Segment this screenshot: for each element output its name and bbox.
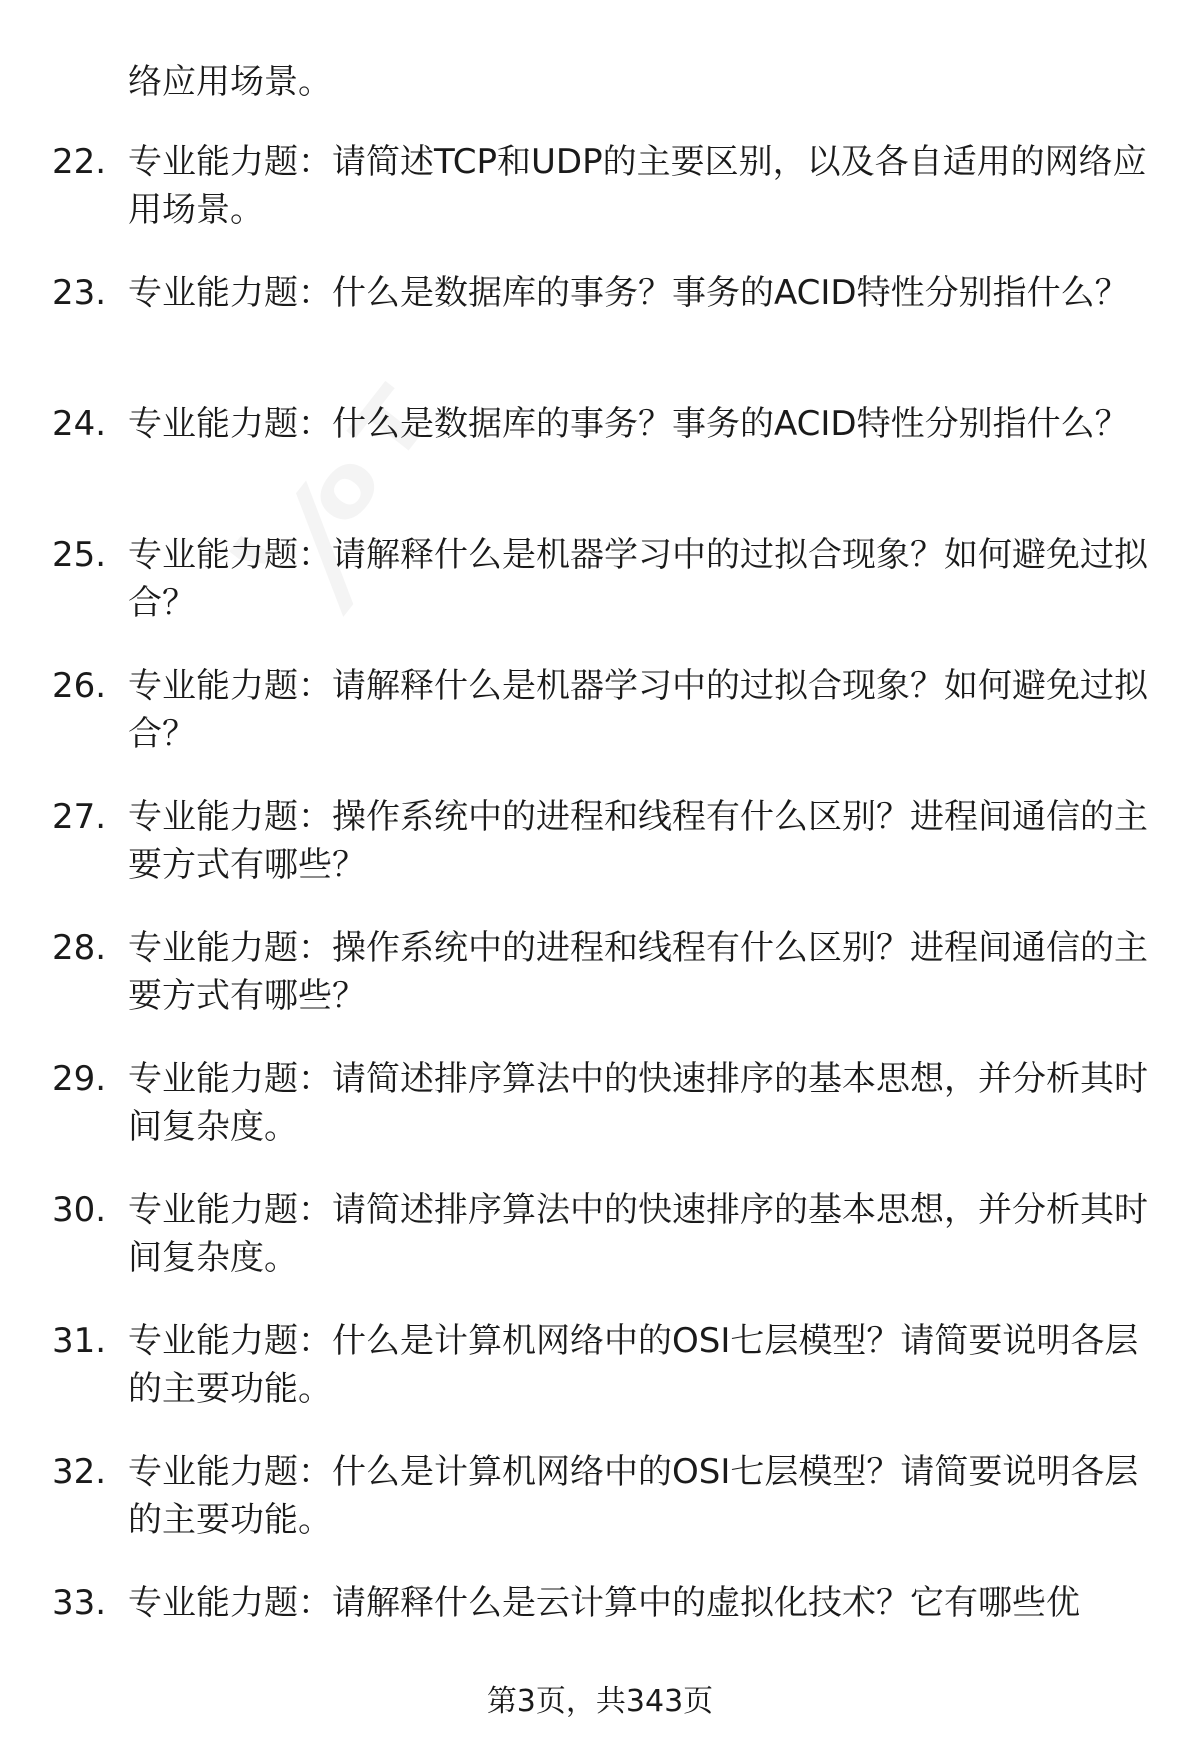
question-item (0, 1186, 1200, 1317)
question-text: 专业能力题：请简述排序算法中的快速排序的基本思想，并分析其时间复杂度。 (128, 1059, 1148, 1147)
question-item (0, 1055, 1200, 1186)
question-number: 30. (52, 1190, 107, 1230)
question-number: 31. (52, 1321, 107, 1361)
question-number: 33. (52, 1583, 107, 1623)
question-number: 23. (52, 273, 107, 313)
question-list (0, 138, 1200, 1710)
question-number: 32. (52, 1452, 107, 1492)
question-number: 27. (52, 797, 107, 837)
question-text: 专业能力题：请解释什么是云计算中的虚拟化技术？它有哪些优 (128, 1583, 1080, 1623)
question-item (0, 793, 1200, 924)
question-item (0, 400, 1200, 531)
question-number: 24. (52, 404, 107, 444)
question-item (0, 1317, 1200, 1448)
question-text: 专业能力题：请解释什么是机器学习中的过拟合现象？如何避免过拟合？ (128, 535, 1148, 623)
question-number: 26. (52, 666, 107, 706)
question-text: 专业能力题：请简述TCP和UDP的主要区别，以及各自适用的网络应用场景。 (128, 142, 1147, 230)
question-text: 专业能力题：请解释什么是机器学习中的过拟合现象？如何避免过拟合？ (128, 666, 1148, 754)
question-text: 专业能力题：什么是数据库的事务？事务的ACID特性分别指什么？ (128, 404, 1129, 444)
question-text: 专业能力题：什么是计算机网络中的OSI七层模型？请简要说明各层的主要功能。 (128, 1452, 1139, 1540)
question-item (0, 662, 1200, 793)
question-item (0, 269, 1200, 400)
question-item (0, 924, 1200, 1055)
continuation-text: 络应用场景。 (128, 62, 332, 102)
question-number: 22. (52, 142, 107, 182)
question-item (0, 138, 1200, 269)
question-item (0, 531, 1200, 662)
question-number: 25. (52, 535, 107, 575)
question-text: 专业能力题：操作系统中的进程和线程有什么区别？进程间通信的主要方式有哪些？ (128, 928, 1148, 1016)
question-text: 专业能力题：请简述排序算法中的快速排序的基本思想，并分析其时间复杂度。 (128, 1190, 1148, 1278)
question-item (0, 1448, 1200, 1579)
page-number-footer: 第3页，共343页 (486, 1684, 714, 1719)
question-number: 28. (52, 928, 107, 968)
question-text: 专业能力题：什么是计算机网络中的OSI七层模型？请简要说明各层的主要功能。 (128, 1321, 1139, 1409)
question-text: 专业能力题：什么是数据库的事务？事务的ACID特性分别指什么？ (128, 273, 1129, 313)
question-number: 29. (52, 1059, 107, 1099)
question-text: 专业能力题：操作系统中的进程和线程有什么区别？进程间通信的主要方式有哪些？ (128, 797, 1148, 885)
